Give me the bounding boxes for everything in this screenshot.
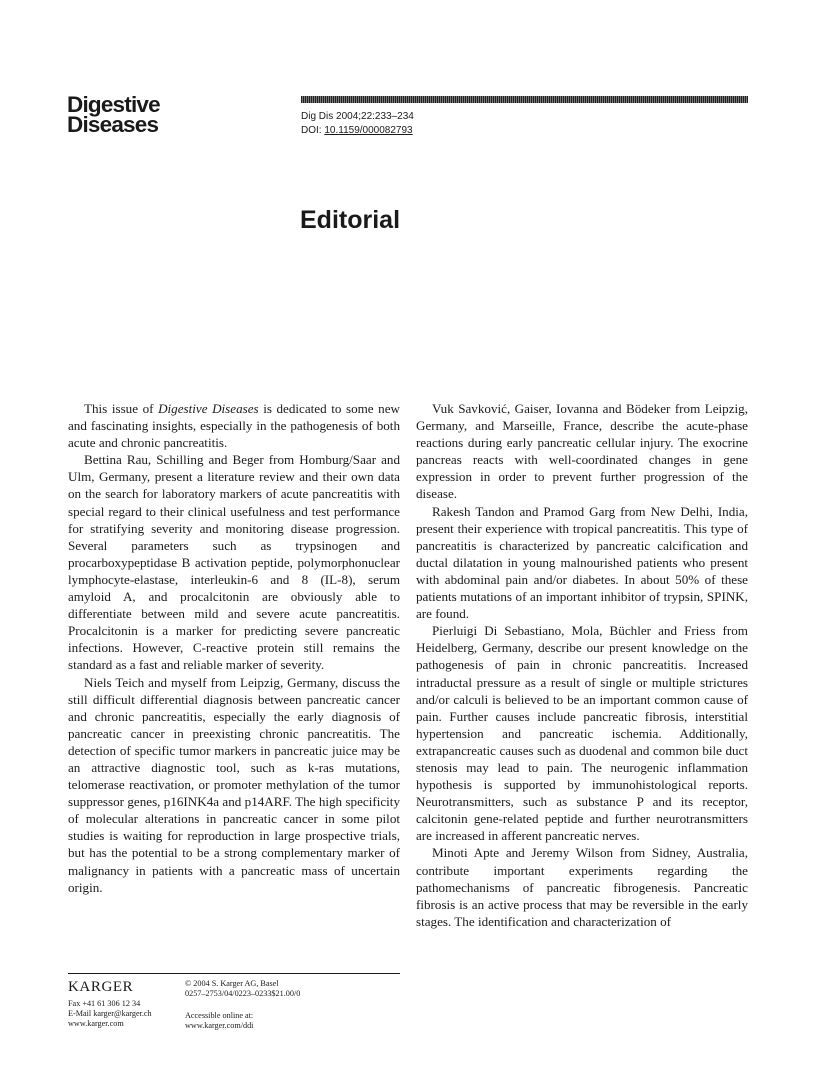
publisher-contact [68,999,152,1029]
citation-ref: Dig Dis 2004;22:233–234 [301,111,414,122]
paragraph: Bettina Rau, Schilling and Beger from Homburg/Saar and Ulm, Germany, present a literature review and their own data on the search for laboratory markers of acute pancreatitis with special regard to their clinical usefulness and test performance for stratifying severity and monitoring disease progression. Several parameters such as trypsinogen and procarboxypeptidase B activation peptide, polymorphonuclear lymphocyte-elastase, interleukin-6 and 8 (IL-8), serum amyloid A, and procalcitonin are obviously able to differentiate between mild and severe acute pancreatitis. Procalcitonin is a marker for predicting severe pancreatic infections. However, C-reactive protein still remains the standard as a fast and reliable marker of severity. [68,452,400,673]
intro-text-after: is dedicated to some new and fascinating insights, especially in the pathogenesis of both acute and chronic pancreatitis. [68,401,400,451]
footer-rule [68,973,400,974]
journal-logo [67,92,160,137]
intro-paragraph [68,400,400,451]
citation-block [301,110,414,138]
paragraph: Rakesh Tandon and Pramod Garg from New Delhi, India, present their experience with tropical pancreatitis. This type of pancreatitis is characterized by pancreatic calcification and ductal dilatation in young malnourished patients who present with abdominal pain and/or diabetes. In about 50% of these patients mutations of an important inhibitor of trypsin, SPINK, are found. [416,503,748,622]
paragraph: Niels Teich and myself from Leipzig, Germany, discuss the still difficult differential diagnosis between pancreatic cancer and chronic pancreatitis, especially the early diagnosis of pancreatic cancer in preexisting chronic pancreatitis. The detection of specific tumor markers in pancreatic juice may be an attractive diagnostic tool, such as k-ras mutations, telomerase reactivation, or promoter methylation of the tumor suppressor genes, p16INK4a and p14ARF. The high specificity of molecular alterations in pancreatic cancer in some pilot studies is waiting for reproduction in large prospective trials, but has the potential to be a strong complementary marker of malignancy in patients with a pancreatic mass of uncertain origin. [68,674,400,895]
paragraph: Pierluigi Di Sebastiano, Mola, Büchler and Friess from Heidelberg, Germany, describe our present knowledge on the pathogenesis of pain in chronic pancreatitis. Increased intraductal pressure as a result of single or multiple strictures and/or calculi is believed to be an important common cause of pain. Further causes include pancreatic fibrosis, interstitial hypertension and pancreatic ischemia. Additionally, extrapancreatic causes such as duodenal and common bile duct stenosis may lead to pain. The neurogenic inflammation hypothesis is supported by immunohistological reports. Neurotransmitters, such as substance P and its receptor, calcitonin gene-related peptide and further neurotransmitters are increased in afferent pancreatic nerves. [416,623,748,844]
copyright-text: © 2004 S. Karger AG, Basel [185,979,279,988]
email-address: E-Mail karger@karger.ch [68,1009,152,1018]
journal-logo-line2: Diseases [67,112,159,137]
fax-number: Fax +41 61 306 12 34 [68,999,141,1008]
doi-line [301,124,414,138]
left-column [68,400,400,896]
access-url: www.karger.com/ddi [185,1021,254,1030]
journal-logo-line1: Digestive [67,92,160,117]
access-label: Accessible online at: [185,1011,254,1020]
doi-link[interactable]: 10.1159/000082793 [324,125,413,136]
online-access-block [185,1011,253,1031]
issn-text: 0257–2753/04/0223–0233$21.00/0 [185,989,301,998]
publisher-logo: KARGER [68,979,134,995]
paragraph: Vuk Savković, Gaiser, Iovanna and Bödeker from Leipzig, Germany, and Marseille, France, describe the acute-phase reactions during early pancreatic cellular injury. The exocrine pancreas reacts with well-coordinated changes in gene expression in order to prevent further progression of the disease. [416,401,748,502]
publisher-website: www.karger.com [68,1019,124,1028]
right-column [416,400,748,930]
section-title: Editorial [300,206,401,234]
intro-text-before: This issue of [84,401,159,416]
copyright-block [185,979,300,999]
paragraph: Minoti Apte and Jeremy Wilson from Sidney, Australia, contribute important experiments regarding the pathomechanisms of pancreatic fibrogenesis. Pancreatic fibrosis is an active process that may be reversible in the early stages. The identification and characterization of [416,845,748,929]
journal-name-italic: Digestive Diseases [158,401,259,416]
doi-label: DOI: [301,125,322,136]
header-rule [301,96,748,103]
